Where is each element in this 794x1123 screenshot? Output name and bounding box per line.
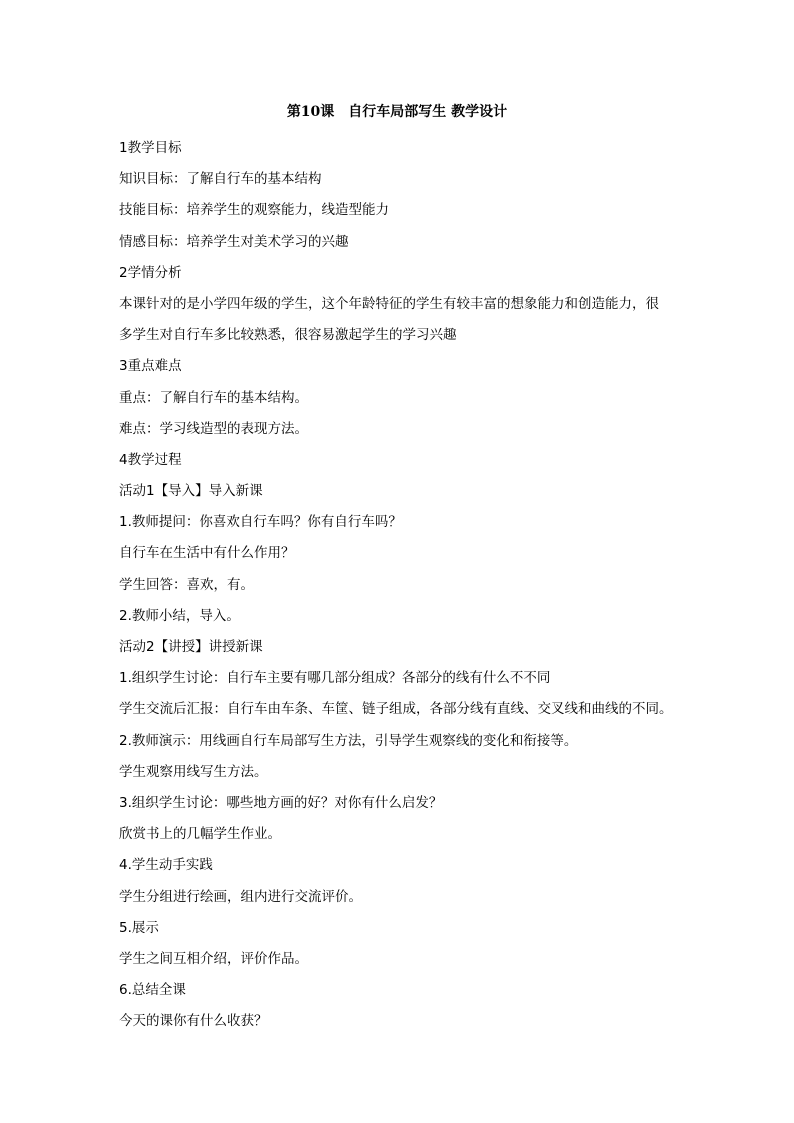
paragraph-line: 多学生对自行车多比较熟悉，很容易激起学生的学习兴趣 — [119, 327, 457, 344]
paragraph-line: 5.展示 — [119, 919, 159, 936]
document-title: 第10课 自行车局部写生 教学设计 — [286, 104, 508, 120]
paragraph-line: 学生交流后汇报：自行车由车条、车筐、链子组成，各部分线有直线、交叉线和曲线的不同。 — [119, 701, 673, 718]
paragraph-line: 情感目标：培养学生对美术学习的兴趣 — [119, 233, 349, 250]
paragraph-line: 学生分组进行绘画，组内进行交流评价。 — [119, 888, 362, 905]
paragraph-line: 学生回答：喜欢，有。 — [119, 576, 254, 593]
paragraph-line: 3.组织学生讨论：哪些地方画的好？对你有什么启发？ — [119, 794, 443, 811]
paragraph-line: 技能目标：培养学生的观察能力，线造型能力 — [119, 202, 389, 219]
paragraph-line: 2.教师小结，导入。 — [119, 607, 240, 624]
section-heading-key-points: 3重点难点 — [119, 358, 182, 375]
paragraph-line: 1.组织学生讨论：自行车主要有哪几部分组成？各部分的线有什么不不同 — [119, 670, 551, 687]
paragraph-line: 2.教师演示：用线画自行车局部写生方法，引导学生观察线的变化和衔接等。 — [119, 732, 578, 749]
paragraph-line: 欣赏书上的几幅学生作业。 — [119, 826, 281, 843]
paragraph-line: 学生之间互相介绍，评价作品。 — [119, 950, 308, 967]
paragraph-line: 本课针对的是小学四年级的学生，这个年龄特征的学生有较丰富的想象能力和创造能力，很 — [119, 295, 659, 312]
paragraph-line: 重点：了解自行车的基本结构。 — [119, 389, 308, 406]
section-heading-objectives: 1教学目标 — [119, 140, 182, 156]
section-heading-analysis: 2学情分析 — [119, 264, 182, 281]
document-body — [119, 133, 679, 1037]
paragraph-line: 1.教师提问：你喜欢自行车吗？你有自行车吗？ — [119, 514, 402, 531]
paragraph-line: 难点：学习线造型的表现方法。 — [119, 420, 308, 437]
paragraph-line: 4.学生动手实践 — [119, 857, 213, 874]
paragraph-line: 学生观察用线写生方法。 — [119, 763, 268, 780]
section-heading-process: 4教学过程 — [119, 451, 182, 468]
activity-heading: 活动1【导入】导入新课 — [119, 483, 263, 500]
paragraph-line: 自行车在生活中有什么作用？ — [119, 545, 295, 562]
activity-heading: 活动2【讲授】讲授新课 — [119, 639, 263, 655]
paragraph-line: 知识目标：了解自行车的基本结构 — [119, 171, 322, 188]
paragraph-line: 今天的课你有什么收获？ — [119, 1013, 268, 1030]
paragraph-line: 6.总结全课 — [119, 982, 186, 999]
